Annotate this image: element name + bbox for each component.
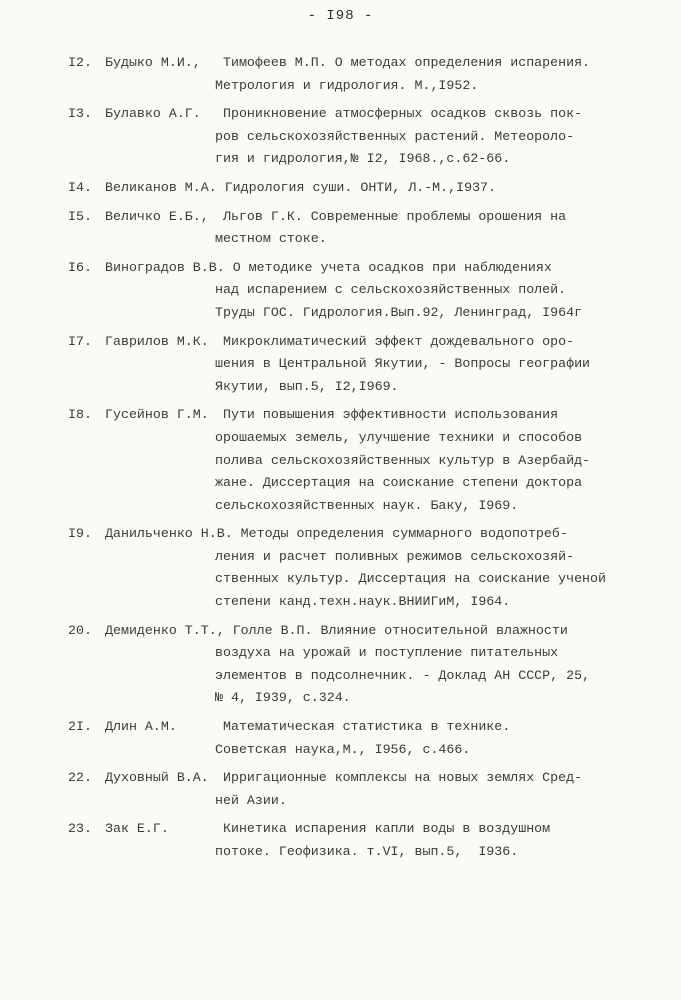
reference-number: I3. (68, 106, 92, 122)
reference-author: Гаврилов М.К. (105, 333, 209, 349)
reference-line: полива сельскохозяйственных культур в Азербайд- (215, 452, 591, 468)
reference-line (0, 52, 681, 75)
reference-entry (0, 52, 681, 97)
reference-text: Гидрология суши. ОНТИ, Л.-М.,I937. (224, 179, 497, 195)
reference-author: Виноградов В.В. (105, 259, 225, 275)
reference-line (0, 523, 681, 546)
reference-entry (0, 620, 681, 710)
reference-line: ственных культур. Диссертация на соискание ученой (215, 571, 606, 587)
reference-text: Тимофеев М.П. О методах определения испарения. (222, 55, 591, 70)
reference-text: Кинетика испарения капли воды в воздушном (222, 821, 551, 837)
reference-line: воздуха на урожай и поступление питательных (215, 645, 559, 661)
reference-line: элементов в подсолнечник. - Доклад АН СССР, 25, (215, 667, 591, 683)
reference-line: местном стоке. (215, 231, 327, 247)
reference-line (0, 331, 681, 354)
reference-number: I5. (68, 208, 92, 224)
reference-author: Гусейнов Г.М. (105, 407, 209, 423)
page-number: - I98 - (307, 8, 374, 24)
reference-number: I9. (68, 526, 92, 542)
reference-entry (0, 818, 681, 863)
reference-line: № 4, I939, с.324. (215, 690, 351, 706)
reference-entry (0, 331, 681, 399)
reference-line: над испарением с сельскохозяйственных полей. (215, 282, 567, 298)
reference-author: Булавко А.Г. (105, 106, 201, 122)
reference-text: Пути повышения эффективности использования (222, 407, 559, 423)
reference-author: Зак Е.Г. (105, 821, 169, 837)
reference-line: жане. Диссертация на соискание степени доктора (215, 475, 583, 491)
reference-number: I4. (68, 179, 92, 195)
reference-number: I6. (68, 259, 92, 275)
reference-line: орошаемых земель, улучшение техники и способов (215, 429, 583, 445)
reference-line: Метрология и гидрология. М.,I952. (215, 77, 479, 93)
reference-line: Советская наука,М., I956, с.466. (215, 741, 471, 757)
reference-entry (0, 404, 681, 517)
reference-line: ления и расчет поливных режимов сельскохозяй- (215, 548, 575, 564)
reference-line: гия и гидрология,№ I2, I968.,с.62-66. (215, 151, 511, 167)
reference-number: I2. (68, 55, 92, 70)
reference-text: О методике учета осадков при наблюдениях (232, 259, 552, 275)
reference-entry (0, 716, 681, 761)
reference-line (0, 404, 681, 427)
reference-author: Величко Е.Б., (105, 208, 209, 224)
reference-text: Микроклиматический эффект дождевального оро- (222, 333, 575, 349)
reference-author: Духовный В.А. (105, 770, 209, 786)
reference-text: Ирригационные комплексы на новых землях Сред- (222, 770, 583, 786)
reference-entry (0, 767, 681, 812)
reference-line (0, 206, 681, 229)
reference-entry (0, 206, 681, 251)
reference-line (0, 767, 681, 790)
reference-text: Математическая статистика в технике. (222, 719, 511, 735)
reference-number: 23. (68, 821, 92, 837)
reference-line (0, 620, 681, 643)
reference-line: потоке. Геофизика. т.VI, вып.5, I936. (215, 844, 519, 859)
reference-line (0, 103, 681, 126)
reference-entry (0, 257, 681, 325)
reference-entry (0, 103, 681, 171)
reference-line: сельскохозяйственных наук. Баку, I969. (215, 497, 519, 513)
reference-line: Труды ГОС. Гидрология.Вып.92, Ленинград, I964г (215, 304, 583, 320)
reference-author: Длин А.М. (105, 719, 177, 735)
reference-number: 20. (68, 622, 92, 638)
reference-line: Якутии, вып.5, I2,I969. (215, 378, 399, 394)
reference-text: Льгов Г.К. Современные проблемы орошения на (222, 208, 567, 224)
reference-author: Данильченко Н.В. (105, 526, 233, 542)
reference-text: Голле В.П. Влияние относительной влажности (232, 622, 568, 638)
reference-author: Великанов М.А. (105, 179, 217, 195)
reference-number: I8. (68, 407, 92, 423)
reference-author: Демиденко Т.Т., (105, 622, 225, 638)
reference-line: ней Азии. (215, 792, 287, 808)
reference-author: Будыко М.И., (105, 55, 201, 70)
reference-entry (0, 523, 681, 613)
reference-line: шения в Центральной Якутии, - Вопросы географии (215, 356, 591, 372)
reference-number: 22. (68, 770, 92, 786)
reference-text: Проникновение атмосферных осадков сквозь пок- (222, 106, 583, 122)
reference-line (0, 818, 681, 841)
reference-line (0, 716, 681, 739)
reference-line: степени канд.техн.наук.ВНИИГиМ, I964. (215, 594, 511, 610)
reference-text: Методы определения суммарного водопотреб- (240, 526, 568, 542)
reference-list (0, 52, 681, 870)
reference-line: ров сельскохозяйственных растений. Метеороло- (215, 128, 575, 144)
reference-line (0, 257, 681, 280)
reference-entry (0, 177, 681, 200)
reference-number: I7. (68, 333, 92, 349)
reference-number: 2I. (68, 719, 92, 735)
reference-line (0, 177, 681, 200)
